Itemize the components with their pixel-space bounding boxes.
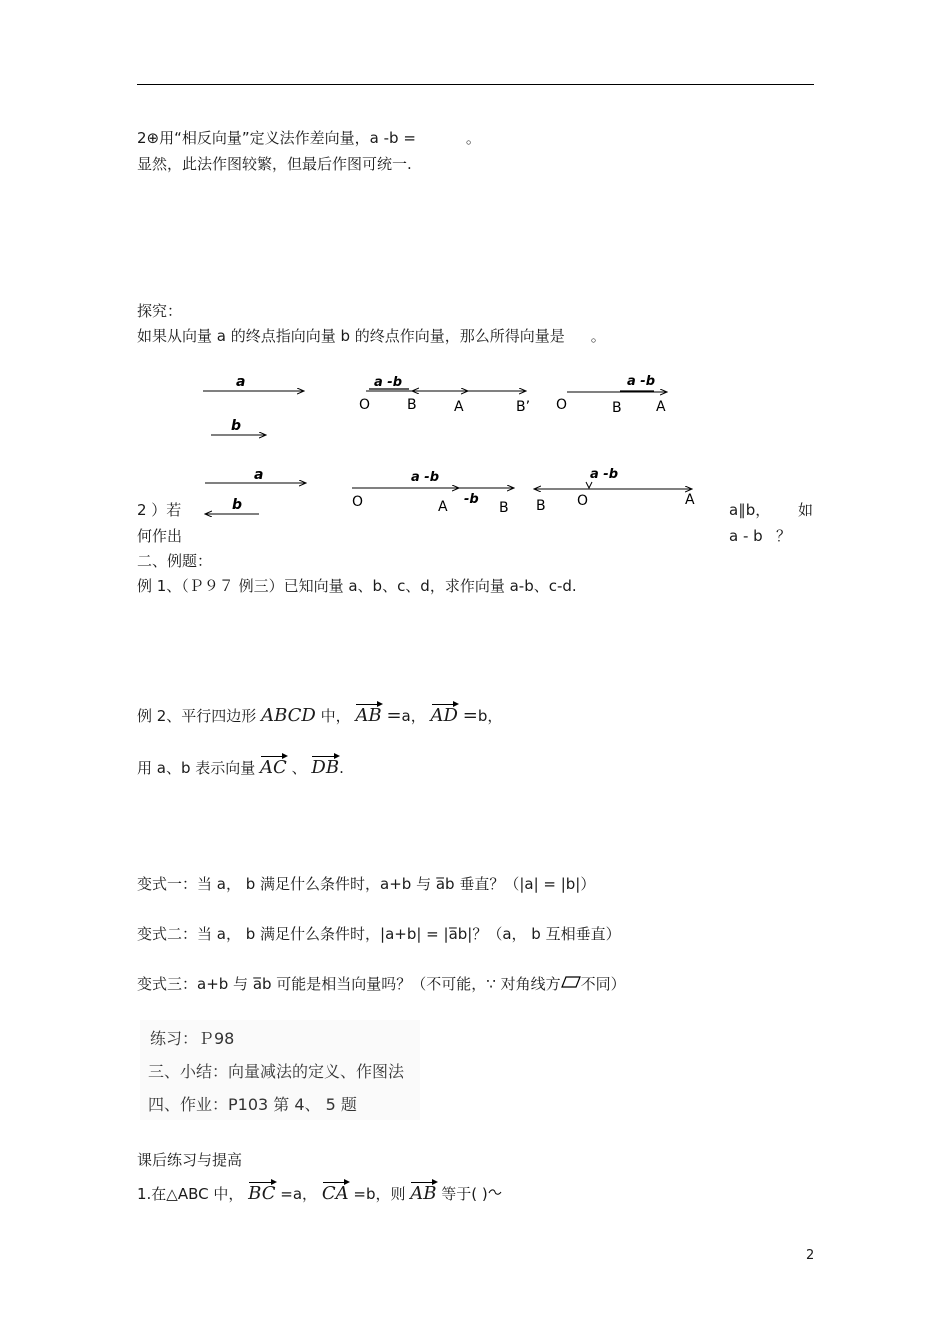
right1-diff-label: a -b — [627, 374, 655, 389]
example-2-line2 — [137, 754, 344, 778]
mid1-point-a: A — [454, 399, 464, 415]
vector-b2-label: b — [232, 497, 243, 513]
parallelogram-icon — [561, 975, 581, 989]
variant-1: 变式一：当 a， b 满足什么条件时，a+b 与 a̅b 垂直？（|a| = |b|） — [137, 875, 596, 893]
explore-question-text: 如果从向量 a 的终点指向向量 b 的终点作向量，那么所得向量是 — [137, 327, 565, 345]
case2-right-a2: 如 — [798, 501, 814, 519]
examples-heading: 二、例题： — [137, 552, 213, 570]
ex2-mid: 中， — [320, 707, 351, 725]
case2-right-b2: ？ — [776, 527, 792, 545]
vector-a2-label: a — [254, 467, 264, 483]
variant-3-suffix: 不同） — [580, 975, 626, 993]
mid2-point-a: A — [438, 499, 448, 515]
mid1-diff-label: a -b — [374, 375, 402, 390]
homework-line: 四、作业：P103 第 4、 5 题 — [148, 1095, 357, 1114]
mid2-point-o: O — [352, 494, 364, 510]
ex2-shape: ABCD — [261, 705, 316, 726]
right2-diff-tick — [586, 482, 592, 488]
mid2-neg-b-label: -b — [464, 492, 479, 507]
ex2-eq1: = — [386, 705, 402, 726]
explore-question-end: 。 — [590, 327, 606, 345]
vector-diagrams — [0, 0, 950, 560]
vector-ca: CA — [322, 1180, 349, 1204]
page-number: 2 — [806, 1248, 815, 1263]
right2-point-a: A — [685, 492, 695, 508]
ex2-sep: 、 — [291, 759, 307, 777]
difference-method-end: 。 — [465, 129, 481, 147]
q1-val2: =b，则 — [353, 1185, 406, 1203]
q1-prefix: 1.在△ABC 中， — [137, 1185, 244, 1203]
right2-point-b: B — [536, 498, 546, 514]
vector-ad: AD — [431, 702, 458, 726]
difference-method-text: 2⊕用“相反向量”定义法作差向量，a -b = — [137, 129, 416, 147]
q1-suffix: 等于( ) — [441, 1185, 488, 1203]
ex2-line2-prefix: 用 a、b 表示向量 — [137, 759, 256, 777]
drawing-note: 显然，此法作图较繁，但最后作图可统一. — [137, 155, 412, 173]
ex2-val1: a， — [401, 707, 426, 725]
summary-image-block — [140, 1020, 420, 1120]
mid1-point-bprime: B’ — [516, 399, 531, 415]
mid2-diff-label: a -b — [411, 470, 439, 485]
right2-diff-label: a -b — [590, 467, 618, 482]
vector-ac: AC — [260, 754, 287, 778]
case2-right-b: a - b — [729, 527, 763, 545]
ex2-prefix: 例 2、平行四边形 — [137, 707, 257, 725]
mid1-point-o: O — [359, 397, 371, 413]
after-class-q1 — [137, 1180, 502, 1204]
variant-3-prefix: 变式三：a+b 与 a̅b 可能是相当向量吗？（不可能，∵ 对角线方 — [137, 975, 561, 993]
right1-point-a: A — [656, 399, 666, 415]
right2-point-o: O — [577, 493, 589, 509]
q1-val1: =a， — [280, 1185, 318, 1203]
summary-line: 三、小结：向量减法的定义、作图法 — [148, 1062, 405, 1081]
vector-ab: AB — [355, 702, 381, 726]
case2-right-a: a∥b， — [729, 501, 771, 519]
variant-2: 变式二：当 a， b 满足什么条件时，|a+b| = |a̅b|？（a， b 互相垂直） — [137, 925, 621, 943]
vector-a-label: a — [236, 374, 246, 390]
practice-line: 练习：Ｐ98 — [150, 1029, 235, 1048]
right1-point-b: B — [612, 400, 622, 416]
explore-title: 探究： — [137, 302, 183, 320]
ex2-val2: b， — [477, 707, 503, 725]
case2-left-b: 何作出 — [137, 527, 183, 545]
right1-point-o: O — [556, 397, 568, 413]
variant-3 — [137, 974, 626, 994]
vector-b-label: b — [231, 418, 242, 434]
mid1-point-b: B — [407, 397, 417, 413]
ex2-eq2: = — [462, 705, 478, 726]
after-class-title: 课后练习与提高 — [137, 1151, 243, 1169]
example-1: 例 1、（Ｐ９７ 例三）已知向量 a、b、c、d，求作向量 a-b、c-d. — [137, 577, 577, 595]
curl-mark-icon — [488, 1187, 502, 1199]
vector-ab-q1: AB — [410, 1180, 436, 1204]
vector-db: DB — [311, 754, 339, 778]
mid2-point-b: B — [499, 500, 509, 516]
example-2-line1 — [137, 702, 502, 726]
ex2-end: . — [339, 759, 344, 777]
case2-left-a: 2 ）若 — [137, 501, 182, 519]
vector-bc: BC — [248, 1180, 275, 1204]
